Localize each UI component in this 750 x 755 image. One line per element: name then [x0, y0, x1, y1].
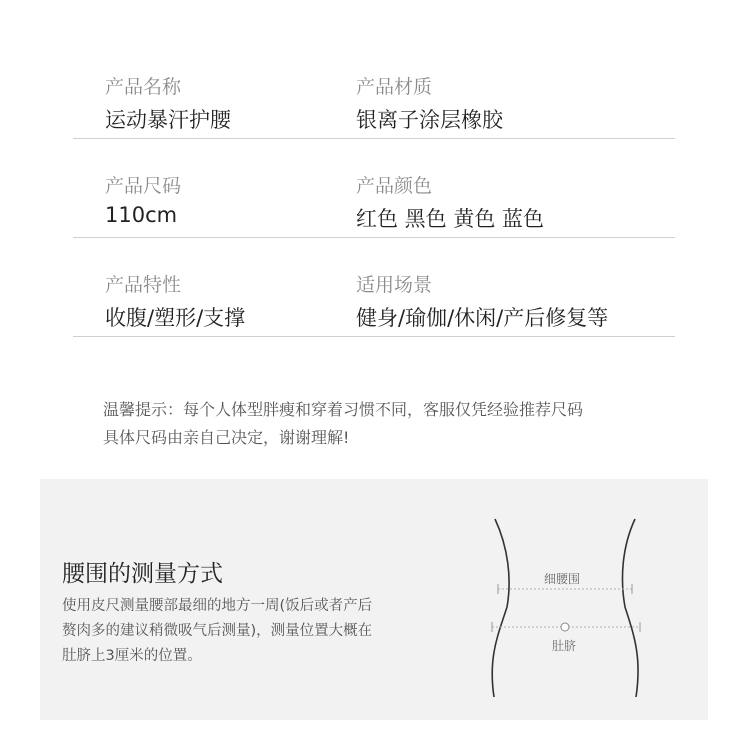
navel-marker — [561, 623, 569, 631]
spec-row — [73, 238, 675, 337]
spec-value: 健身/瑜伽/休闲/产后修复等 — [356, 306, 609, 330]
torso-left-outline — [492, 519, 509, 697]
description-line: 赘肉多的建议稍微吸气后测量)，测量位置大概在 — [62, 623, 373, 639]
description-line: 使用皮尺测量腰部最细的地方一周(饭后或者产后 — [62, 598, 373, 614]
navel-label: 肚脐 — [552, 639, 577, 653]
spec-table — [73, 40, 675, 337]
spec-row — [73, 139, 675, 238]
measurement-title: 腰围的测量方式 — [62, 561, 223, 587]
spec-value: 运动暴汗护腰 — [105, 108, 231, 132]
spec-value: 110cm — [105, 203, 178, 227]
tip-line: 温馨提示：每个人体型胖瘦和穿着习惯不同，客服仅凭经验推荐尺码 — [103, 400, 584, 419]
measurement-description — [62, 594, 432, 669]
waist-measurement-figure-icon — [480, 507, 660, 697]
size-tip — [103, 396, 663, 452]
spec-label: 产品尺码 — [105, 175, 182, 197]
torso-right-outline — [622, 519, 638, 697]
spec-label: 产品特性 — [105, 274, 182, 296]
spec-label: 产品材质 — [356, 76, 433, 98]
spec-label: 产品名称 — [105, 76, 182, 98]
spec-value: 银离子涂层橡胶 — [356, 108, 503, 132]
spec-value: 红色 黑色 黄色 蓝色 — [356, 207, 545, 231]
spec-row — [73, 40, 675, 139]
spec-value: 收腹/塑形/支撑 — [105, 306, 246, 330]
tip-line: 具体尺码由亲自己决定，谢谢理解! — [103, 428, 350, 447]
spec-label: 适用场景 — [356, 274, 433, 296]
measurement-panel — [40, 479, 708, 720]
waist-label: 细腰围 — [544, 572, 581, 586]
spec-label: 产品颜色 — [356, 175, 433, 197]
description-line: 肚脐上3厘米的位置。 — [62, 648, 202, 664]
